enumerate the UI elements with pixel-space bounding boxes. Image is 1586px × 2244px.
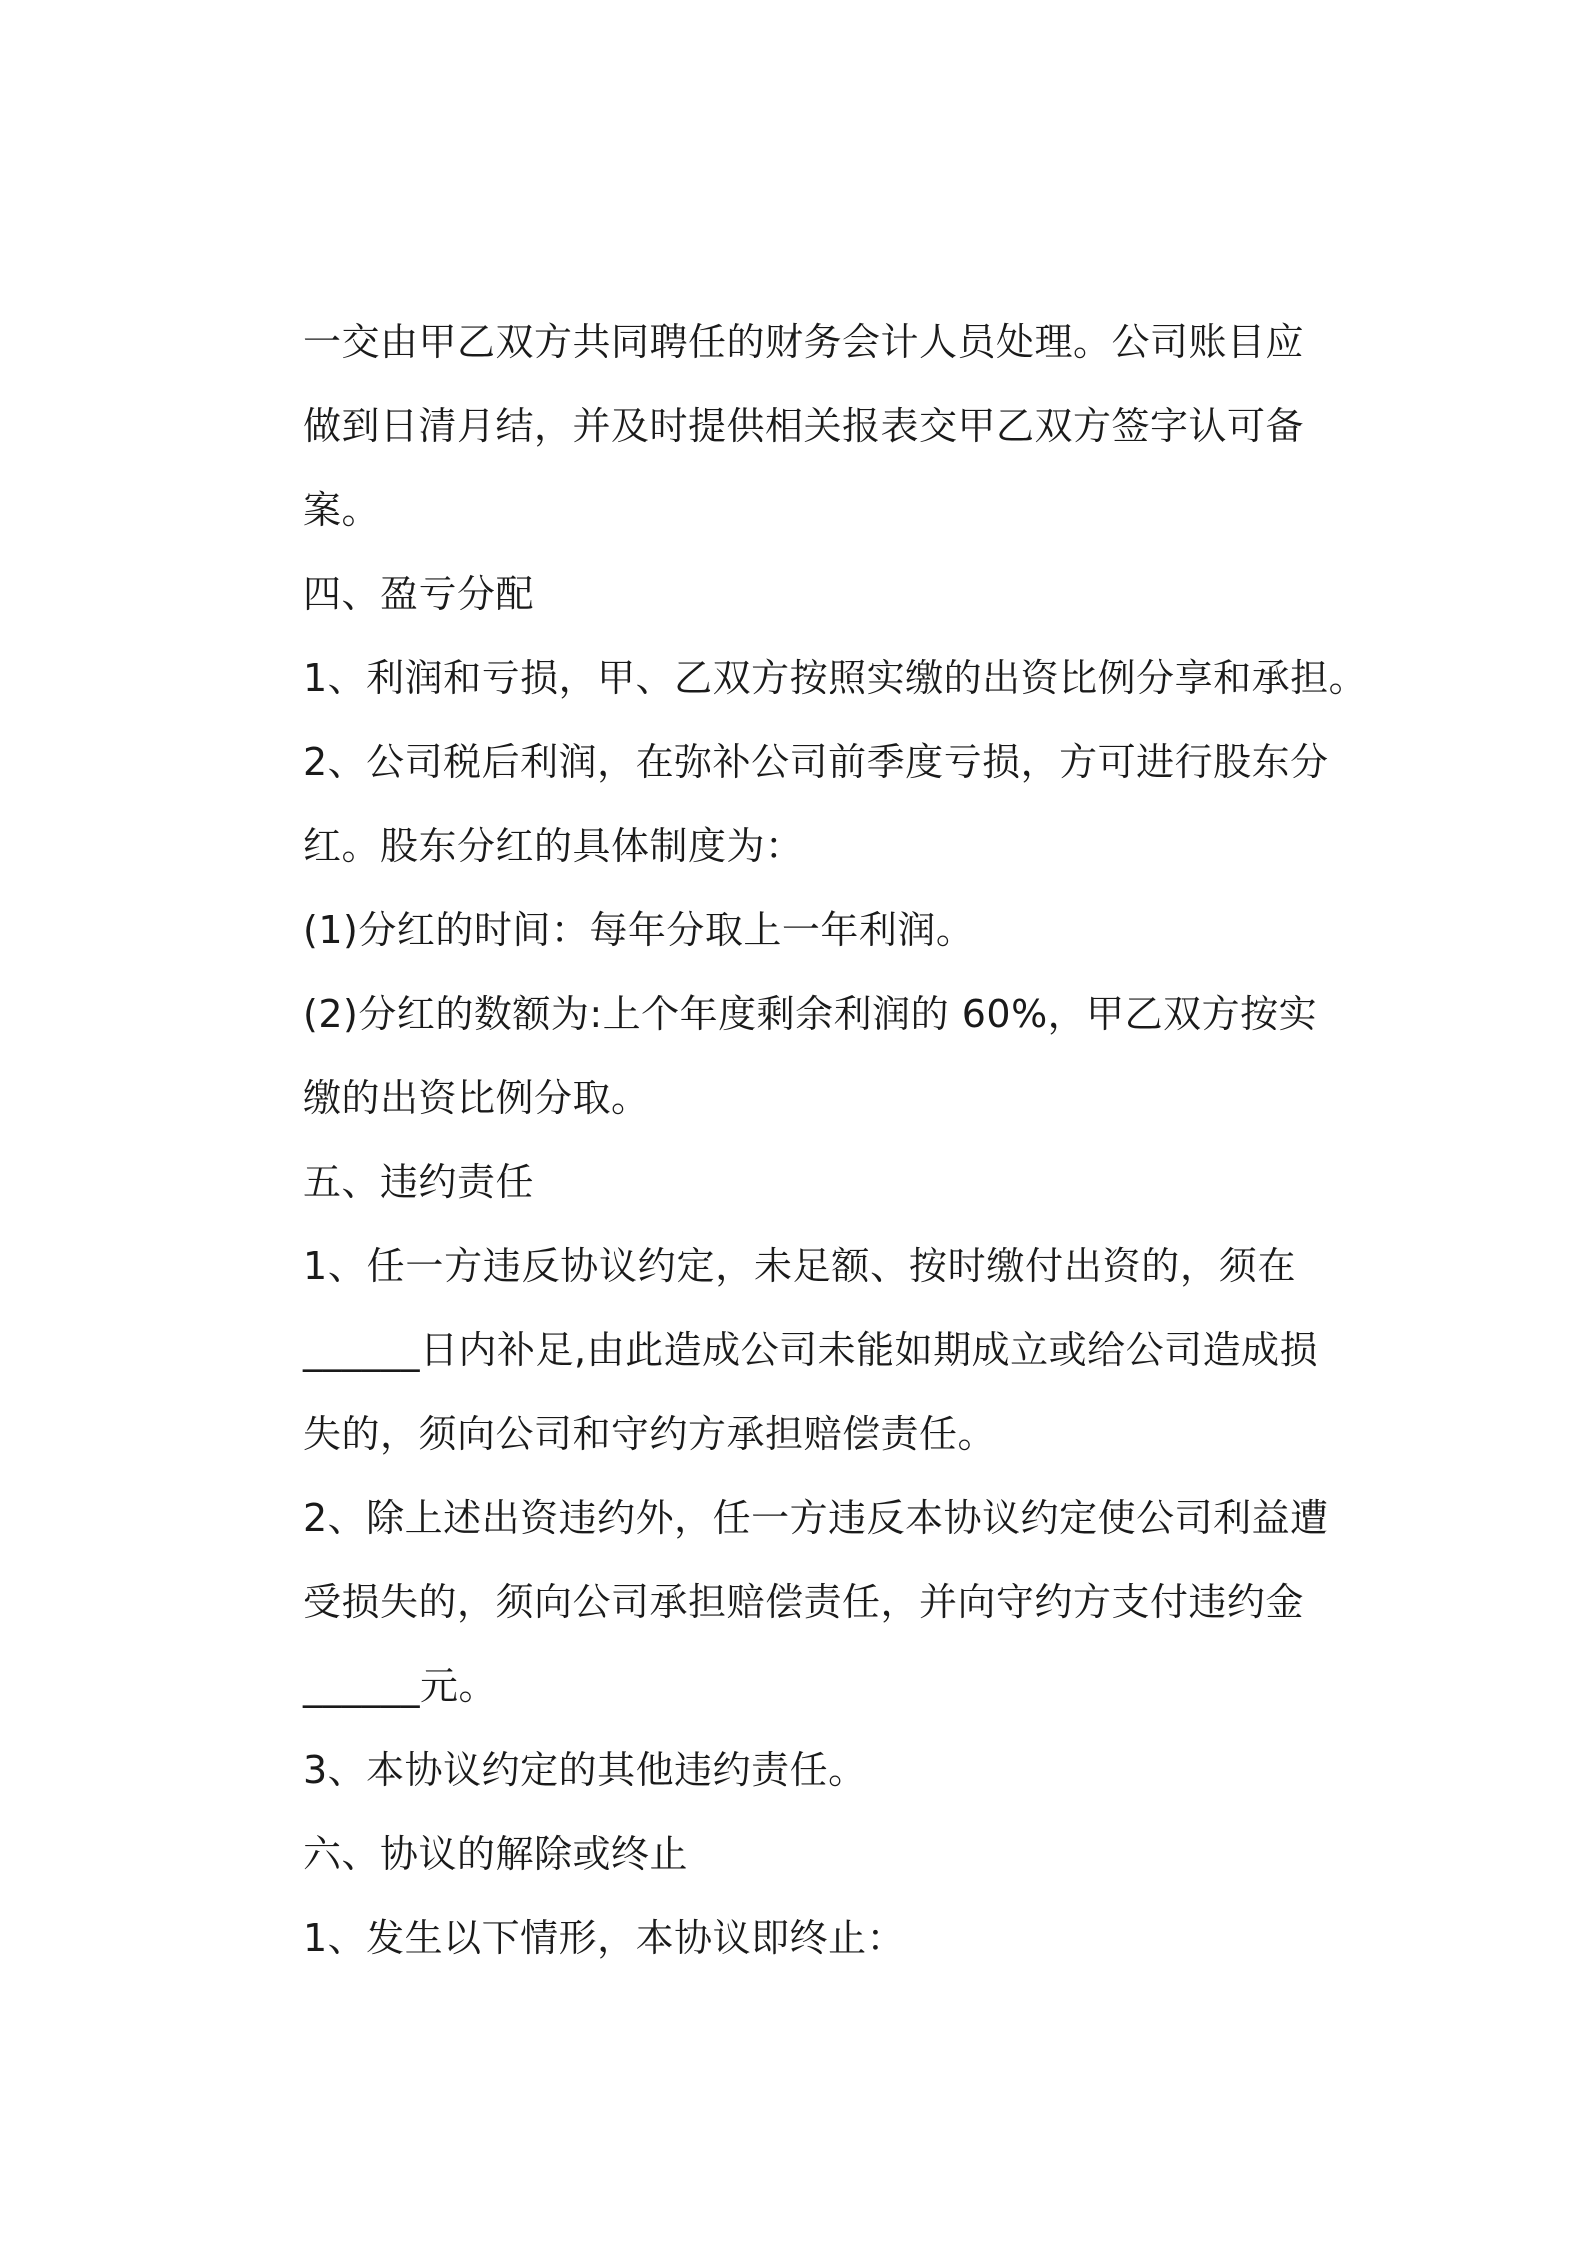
section-heading: 六、协议的解除或终止 [303, 1832, 689, 1876]
paragraph-line: 2、除上述出资违约外，任一方违反本协议约定使公司利益遭 [303, 1496, 1329, 1540]
paragraph-line: 一交由甲乙双方共同聘任的财务会计人员处理。公司账目应 [303, 320, 1305, 364]
paragraph-line: (2)分红的数额为:上个年度剩余利润的 60%，甲乙双方按实 [303, 992, 1318, 1036]
section-heading: 四、盈亏分配 [303, 572, 535, 616]
paragraph-line: (1)分红的时间：每年分取上一年利润。 [303, 908, 975, 952]
paragraph-line: 受损失的，须向公司承担赔偿责任，并向守约方支付违约金 [303, 1580, 1305, 1624]
paragraph-line: 1、利润和亏损，甲、乙双方按照实缴的出资比例分享和承担。 [303, 656, 1368, 700]
paragraph-line: 红。股东分红的具体制度为： [303, 824, 804, 868]
paragraph-line: 做到日清月结，并及时提供相关报表交甲乙双方签字认可备 [303, 404, 1305, 448]
section-heading: 五、违约责任 [303, 1160, 535, 1204]
paragraph-line: 1、任一方违反协议约定，未足额、按时缴付出资的，须在 [303, 1244, 1296, 1288]
paragraph-line: 1、发生以下情形，本协议即终止： [303, 1916, 906, 1960]
paragraph-line: ______元。 [303, 1664, 498, 1708]
paragraph-line: 案。 [303, 488, 381, 532]
paragraph-line: 失的，须向公司和守约方承担赔偿责任。 [303, 1412, 997, 1456]
document-body [303, 300, 1368, 1980]
paragraph-line: ______日内补足,由此造成公司未能如期成立或给公司造成损 [303, 1328, 1319, 1372]
paragraph-line: 2、公司税后利润，在弥补公司前季度亏损，方可进行股东分 [303, 740, 1329, 784]
paragraph-line: 缴的出资比例分取。 [303, 1076, 650, 1120]
paragraph-line: 3、本协议约定的其他违约责任。 [303, 1748, 867, 1792]
